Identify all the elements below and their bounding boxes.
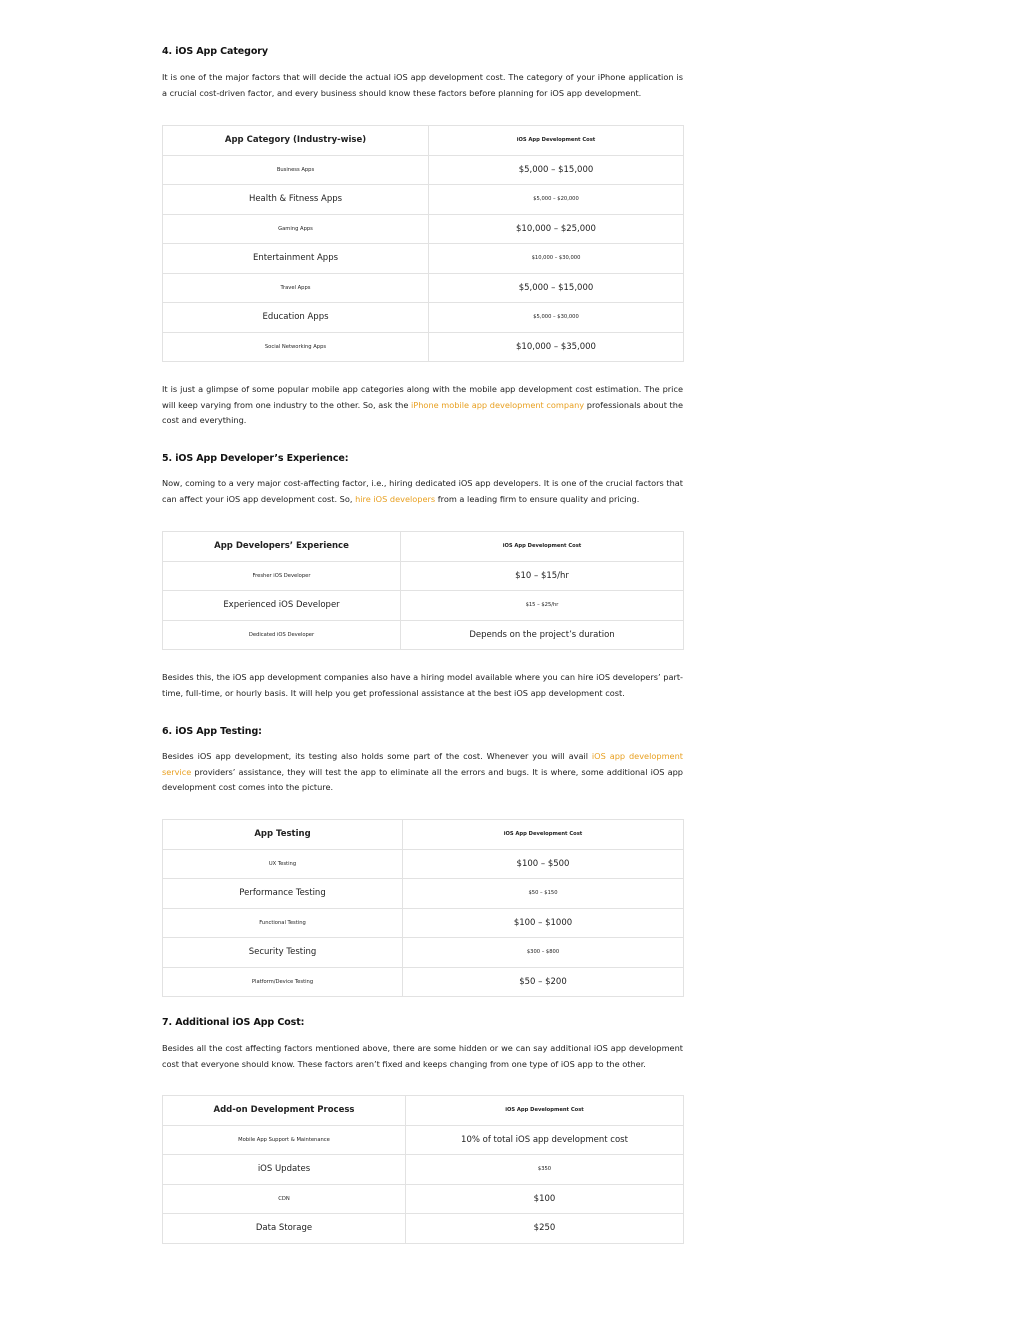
table-cell: $10 – $15/hr <box>401 561 684 591</box>
table-row <box>163 155 684 185</box>
table-cell: $100 – $500 <box>403 849 684 879</box>
section-intro-experience <box>162 476 683 507</box>
table-row <box>163 879 684 909</box>
table-cell: CDN <box>163 1184 406 1214</box>
table-cell: $5,000 – $15,000 <box>429 155 684 185</box>
table-header-row <box>163 1096 684 1126</box>
table-cell: Mobile App Support & Maintenance <box>163 1125 406 1155</box>
table-row <box>163 591 684 621</box>
table-cell: $5,000 – $15,000 <box>429 273 684 303</box>
table-row <box>163 561 684 591</box>
ios-app-development-service-link[interactable]: iOS app development service <box>162 751 683 777</box>
table-row <box>163 967 684 997</box>
table-cell: $5,000 – $20,000 <box>429 185 684 215</box>
table-cell: Experienced iOS Developer <box>163 591 401 621</box>
table-cell: $10,000 – $30,000 <box>429 244 684 274</box>
hire-ios-developers-link[interactable]: hire iOS developers <box>355 493 436 504</box>
table-cell: $10,000 – $35,000 <box>429 332 684 362</box>
table-cell: UX Testing <box>163 849 403 879</box>
experience-table-wrapper <box>162 531 683 650</box>
text-run: from a leading firm to ensure quality and pricing. <box>435 493 640 504</box>
table-row <box>163 938 684 968</box>
section-outro-category <box>162 382 683 429</box>
table-cell: Security Testing <box>163 938 403 968</box>
table-cell: Functional Testing <box>163 908 403 938</box>
table-cell: Social Networking Apps <box>163 332 429 362</box>
testing-cost-table <box>162 819 684 997</box>
table-cell: $300 – $800 <box>403 938 684 968</box>
table-row <box>163 1184 684 1214</box>
table-row <box>163 303 684 333</box>
table-cell: $50 – $200 <box>403 967 684 997</box>
table-cell: Dedicated iOS Developer <box>163 620 401 650</box>
table-row <box>163 1214 684 1244</box>
table-header-cell: App Category (Industry-wise) <box>163 126 429 156</box>
table-cell: $50 – $150 <box>403 879 684 909</box>
testing-table-wrapper <box>162 819 683 997</box>
table-cell: Data Storage <box>163 1214 406 1244</box>
table-row <box>163 1155 684 1185</box>
section-intro-category: It is one of the major factors that will decide the actual iOS app development cost. The category of your iPhone application is a crucial cost-driven factor, and every business should know these factors before planning for iOS app development. <box>162 72 683 98</box>
table-header-cell: Add-on Development Process <box>163 1096 406 1126</box>
text-run: providers’ assistance, they will test the app to eliminate all the errors and bugs. It is where, some additional iOS app development cost comes into the picture. <box>162 766 683 792</box>
table-cell: Gaming Apps <box>163 214 429 244</box>
table-header-cell: iOS App Development Cost <box>406 1096 684 1126</box>
text-run: Now, coming to a very major cost-affecting factor, i.e., hiring dedicated iOS app developers. It is one of the crucial factors that can affect your iOS app development cost. So, <box>162 478 683 504</box>
iphone-app-company-link[interactable]: iPhone mobile app development company <box>411 399 585 410</box>
section-heading-experience: 5. iOS App Developer’s Experience: <box>162 453 349 464</box>
table-row <box>163 849 684 879</box>
table-row <box>163 620 684 650</box>
text-run: Besides iOS app development, its testing also holds some part of the cost. Whenever you will avail <box>162 751 592 761</box>
table-row <box>163 244 684 274</box>
table-cell: Education Apps <box>163 303 429 333</box>
table-header-cell: iOS App Development Cost <box>403 820 684 850</box>
section-outro-experience: Besides this, the iOS app development companies also have a hiring model available where you can hire iOS developers’ part-time, full-time, or hourly basis. It will help you get professional assistance at the best iOS app development cost. <box>162 672 683 698</box>
table-cell: Performance Testing <box>163 879 403 909</box>
table-cell: Travel Apps <box>163 273 429 303</box>
table-cell: $100 <box>406 1184 684 1214</box>
table-cell: iOS Updates <box>163 1155 406 1185</box>
category-table-wrapper <box>162 125 683 362</box>
table-header-cell: iOS App Development Cost <box>429 126 684 156</box>
experience-cost-table <box>162 531 684 650</box>
table-header-cell: iOS App Development Cost <box>401 532 684 562</box>
additional-cost-table <box>162 1095 684 1244</box>
table-row <box>163 214 684 244</box>
text-run: professionals about the cost and everything. <box>162 399 683 425</box>
table-cell: Depends on the project’s duration <box>401 620 684 650</box>
additional-table-wrapper <box>162 1095 683 1244</box>
category-cost-table <box>162 125 684 362</box>
table-cell: $5,000 – $30,000 <box>429 303 684 333</box>
table-cell: 10% of total iOS app development cost <box>406 1125 684 1155</box>
table-row <box>163 273 684 303</box>
section-heading-testing: 6. iOS App Testing: <box>162 726 262 737</box>
table-cell: $15 – $25/hr <box>401 591 684 621</box>
table-row <box>163 332 684 362</box>
section-heading-additional: 7. Additional iOS App Cost: <box>162 1017 305 1028</box>
table-cell: Entertainment Apps <box>163 244 429 274</box>
table-cell: $100 – $1000 <box>403 908 684 938</box>
section-intro-additional: Besides all the cost affecting factors mentioned above, there are some hidden or we can say additional iOS app development cost that everyone should know. These factors aren’t fixed and keeps changing from one type of iOS app to the other. <box>162 1043 683 1069</box>
section-intro-testing <box>162 749 683 796</box>
table-header-cell: App Testing <box>163 820 403 850</box>
table-cell: $250 <box>406 1214 684 1244</box>
table-cell: Health & Fitness Apps <box>163 185 429 215</box>
table-cell: Fresher iOS Developer <box>163 561 401 591</box>
table-cell: $10,000 – $25,000 <box>429 214 684 244</box>
table-header-row <box>163 532 684 562</box>
table-header-row <box>163 126 684 156</box>
table-row <box>163 1125 684 1155</box>
table-cell: Business Apps <box>163 155 429 185</box>
section-heading-category: 4. iOS App Category <box>162 46 268 57</box>
table-cell: $350 <box>406 1155 684 1185</box>
table-header-cell: App Developers’ Experience <box>163 532 401 562</box>
table-row <box>163 908 684 938</box>
table-cell: Platform/Device Testing <box>163 967 403 997</box>
text-run: It is just a glimpse of some popular mobile app categories along with the mobile app development cost estimation. The price will keep varying from one industry to the other. So, ask the <box>162 384 683 410</box>
table-row <box>163 185 684 215</box>
table-header-row <box>163 820 684 850</box>
